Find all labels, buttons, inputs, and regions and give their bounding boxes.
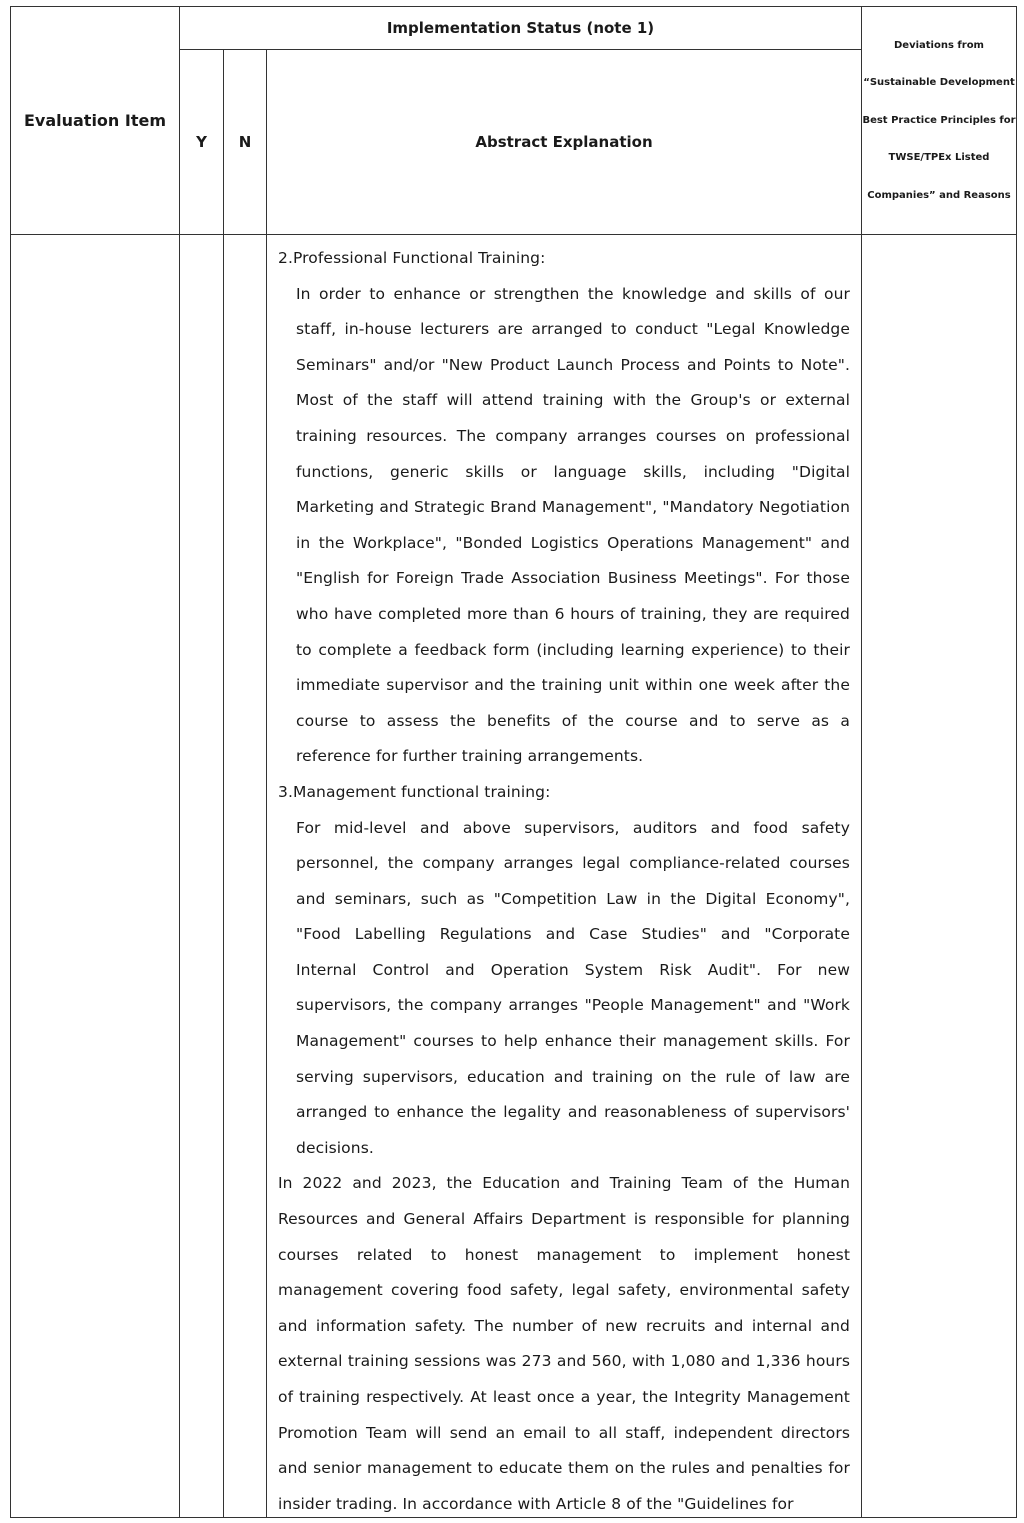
header-y: Y — [180, 50, 224, 235]
section-title-professional-training: 2.Professional Functional Training: — [278, 249, 546, 267]
cell-y — [180, 235, 224, 1518]
closing-paragraph: In 2022 and 2023, the Education and Training Team of the Human Resources and General Affairs Department is responsible for planning courses related to honest management to implement honest management covering food safety, legal safety, environmental safety and information safety. The number of new recruits and internal and external training sessions was 273 and 560, with 1,080 and 1,336 hours of training respectively. At least once a year, the Integrity Management Promotion Team will send an email to all staff, independent directors and senior management to educate them on the rules and penalties for insider trading. In accordance with Article 8 of the "Guidelines for — [278, 1174, 850, 1513]
section-title-management-training: 3.Management functional training: — [278, 782, 551, 801]
header-evaluation-item: Evaluation Item — [11, 7, 180, 235]
explanation-content — [267, 235, 861, 1517]
header-n: N — [224, 50, 267, 235]
evaluation-table — [10, 6, 1017, 1518]
header-row-1 — [11, 7, 1017, 50]
header-implementation-status: Implementation Status (note 1) — [180, 7, 862, 50]
header-abstract-explanation: Abstract Explanation — [267, 50, 862, 235]
cell-abstract-explanation — [267, 235, 862, 1518]
section-body-professional-training: In order to enhance or strengthen the knowledge and skills of our staff, in-house lecturers are arranged to conduct "Legal Knowledge Seminars" and/or "New Product Launch Process and Points to Note". Most of the staff will attend training with the Group's or external training resources. The company arranges courses on professional functions, generic skills or language skills, including "Digital Marketing and Strategic Brand Management", "Mandatory Negotiation in the Workplace", "Bonded Logistics Operations Management" and "English for Foreign Trade Association Business Meetings". For those who have completed more than 6 hours of training, they are required to complete a feedback form (including learning experience) to their immediate supervisor and the training unit within one week after the course to assess the benefits of the course and to serve as a reference for further training arrangements. — [296, 284, 850, 766]
header-deviations: Deviations from “Sustainable Development Best Practice Principles for TWSE/TPEx Listed Companies” and Reasons — [862, 7, 1017, 235]
cell-evaluation-item — [11, 235, 180, 1518]
section-body-management-training: For mid-level and above supervisors, auditors and food safety personnel, the company arranges legal compliance-related courses and seminars, such as "Competition Law in the Digital Economy", "Food Labelling Regulations and Case Studies" and "Corporate Internal Control and Operation System Risk Audit". For new supervisors, the company arranges "People Management" and "Work Management" courses to help enhance their management skills. For serving supervisors, education and training on the rule of law are arranged to enhance the legality and reasonableness of supervisors' decisions. — [296, 818, 850, 1157]
cell-n — [224, 235, 267, 1518]
table-row — [11, 235, 1017, 1518]
cell-deviations — [862, 235, 1017, 1518]
